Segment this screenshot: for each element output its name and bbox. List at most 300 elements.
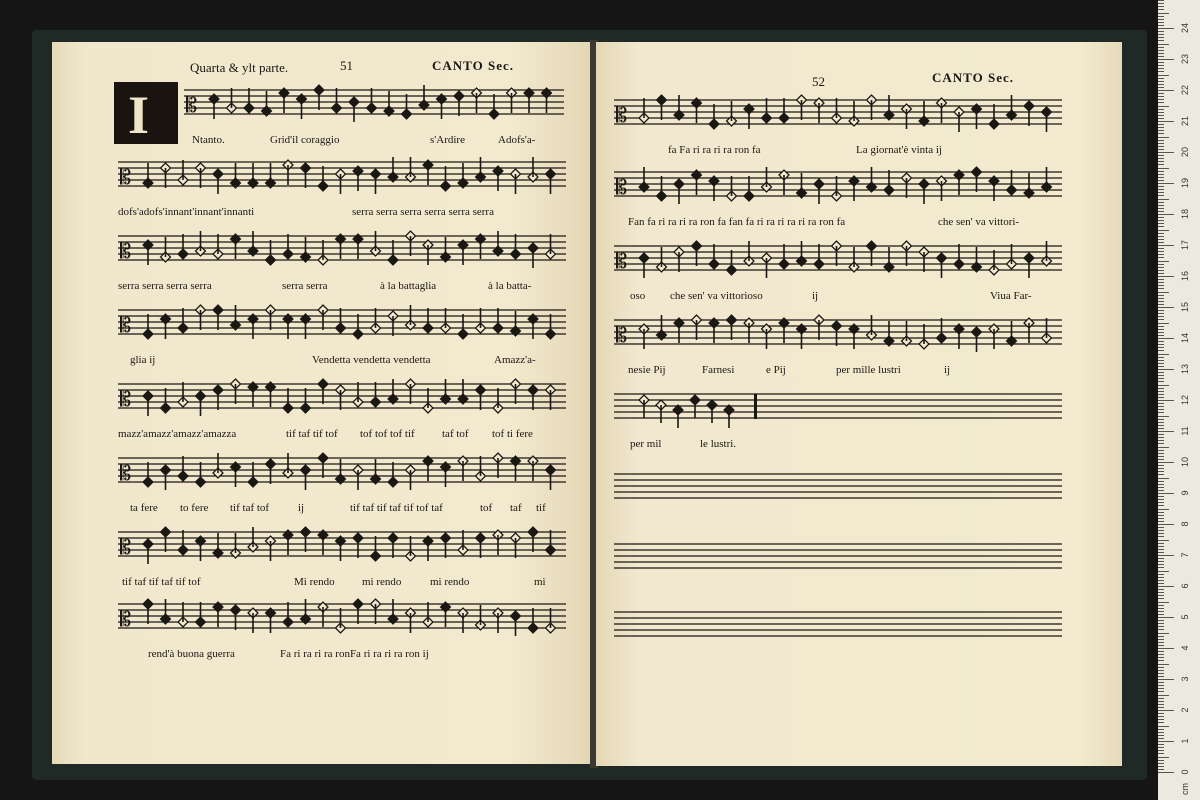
right-music-staff: [614, 224, 1062, 284]
ruler-tick: [1158, 769, 1164, 770]
ruler-tick: [1158, 298, 1164, 299]
ruler-tick: [1158, 146, 1164, 147]
ruler-tick: [1158, 366, 1164, 367]
ruler-tick: [1158, 667, 1164, 668]
ruler-tick: [1158, 735, 1164, 736]
ruler-tick: [1158, 428, 1164, 429]
ruler-tick: [1158, 710, 1174, 711]
left-lyric-text: à la battaglia: [380, 280, 437, 292]
ruler-tick: [1158, 261, 1169, 262]
ruler-tick: [1158, 741, 1174, 742]
left-lyric-text: mazz'amazz'amazz'amazza: [118, 428, 237, 440]
ruler-tick: [1158, 230, 1169, 231]
ruler-tick: [1158, 546, 1164, 547]
left-lyric-text: serra serra: [282, 280, 328, 292]
left-music-staff: [118, 362, 566, 422]
left-music-staff: [118, 436, 566, 496]
right-music-staff: [614, 298, 1062, 358]
ruler-tick: [1158, 338, 1174, 339]
clef-glyph: 𝄡: [616, 175, 628, 199]
ruler-tick: [1158, 450, 1164, 451]
ruler-tick: [1158, 722, 1164, 723]
ruler-tick: [1158, 254, 1164, 255]
ruler-tick: [1158, 422, 1164, 423]
ruler-tick: [1158, 400, 1174, 401]
ruler-tick: [1158, 133, 1164, 134]
ruler-tick: [1158, 645, 1164, 646]
ruler-tick: [1158, 698, 1164, 699]
right-lyric-text: ij: [944, 364, 951, 376]
ruler-tick: [1158, 533, 1164, 534]
ruler-number: 17: [1180, 240, 1190, 251]
right-canto-label: CANTO Sec.: [932, 70, 1014, 85]
clef-glyph: 𝄡: [120, 461, 132, 485]
ruler-tick: [1158, 56, 1164, 57]
ruler-tick: [1158, 574, 1164, 575]
ruler-tick: [1158, 248, 1164, 249]
left-lyric-text: tif: [536, 502, 546, 514]
ruler-tick: [1158, 670, 1164, 671]
ruler-tick: [1158, 586, 1174, 587]
ruler-number: 5: [1180, 614, 1190, 620]
left-music-staff: [118, 510, 566, 570]
ruler-number: 8: [1180, 521, 1190, 527]
ruler-tick: [1158, 332, 1164, 333]
ruler-number: 0: [1180, 769, 1190, 775]
ruler-tick: [1158, 660, 1164, 661]
ruler-tick: [1158, 223, 1164, 224]
ruler-tick: [1158, 552, 1164, 553]
ruler-tick: [1158, 676, 1164, 677]
clef-glyph: 𝄡: [616, 249, 628, 273]
ruler-tick: [1158, 292, 1169, 293]
left-lyric-text: tif taf tif taf tif tof taf: [350, 502, 443, 514]
ruler-tick: [1158, 158, 1164, 159]
ruler-tick: [1158, 251, 1164, 252]
ruler-tick: [1158, 431, 1174, 432]
ruler-number: 13: [1180, 364, 1190, 375]
ruler-tick: [1158, 577, 1164, 578]
left-canto-label: CANTO Sec.: [432, 58, 514, 73]
right-page-number: 52: [812, 74, 825, 89]
left-lyric-text: ij: [298, 502, 305, 514]
ruler-tick: [1158, 757, 1169, 758]
ruler-unit: cm: [1180, 783, 1190, 795]
initial-letter: I: [128, 85, 150, 145]
right-lyric-text: oso: [630, 290, 646, 302]
ruler-tick: [1158, 90, 1174, 91]
ruler-tick: [1158, 40, 1164, 41]
ruler-tick: [1158, 648, 1174, 649]
ruler-tick: [1158, 137, 1169, 138]
ruler-tick: [1158, 189, 1164, 190]
ruler-tick: [1158, 44, 1169, 45]
ruler-tick: [1158, 484, 1164, 485]
ruler-tick: [1158, 605, 1164, 606]
ruler-tick: [1158, 654, 1164, 655]
left-lyric-text: s'Ardire: [430, 134, 465, 146]
ruler-tick: [1158, 211, 1164, 212]
ruler-tick: [1158, 459, 1164, 460]
ruler-tick: [1158, 13, 1169, 14]
left-lyric-text: ta fere: [130, 502, 158, 514]
left-lyric-text: Vendetta vendetta vendetta: [312, 354, 431, 366]
left-lyric-text: serra serra serra serra serra serra: [352, 206, 494, 218]
right-lyric-text: per mil: [630, 438, 662, 450]
ruler-tick: [1158, 524, 1174, 525]
left-music-staff: [118, 214, 566, 274]
right-lyric-text: La giornat'è vinta ij: [856, 144, 942, 156]
ruler-tick: [1158, 763, 1164, 764]
ruler-tick: [1158, 499, 1164, 500]
left-lyric-text: tif taf tif taf tif tof: [122, 576, 201, 588]
ruler-tick: [1158, 602, 1169, 603]
ruler-tick: [1158, 115, 1164, 116]
closing-notes: [614, 372, 764, 432]
ruler-tick: [1158, 270, 1164, 271]
ruler-tick: [1158, 561, 1164, 562]
ruler-tick: [1158, 282, 1164, 283]
ruler-number: 11: [1180, 426, 1190, 436]
ruler-tick: [1158, 164, 1164, 165]
ruler-tick: [1158, 99, 1164, 100]
ruler-tick: [1158, 468, 1164, 469]
ruler-tick: [1158, 326, 1164, 327]
ruler-tick: [1158, 87, 1164, 88]
left-music-staff: [118, 582, 566, 642]
ruler-tick: [1158, 37, 1164, 38]
ruler-tick: [1158, 388, 1164, 389]
ruler-number: 21: [1180, 116, 1190, 127]
ruler-tick: [1158, 636, 1164, 637]
ruler-tick: [1158, 530, 1164, 531]
ruler-tick: [1158, 595, 1164, 596]
final-barline: [754, 394, 757, 419]
ruler-tick: [1158, 385, 1169, 386]
ruler-tick: [1158, 695, 1169, 696]
ruler-tick: [1158, 112, 1164, 113]
ruler-tick: [1158, 664, 1169, 665]
ruler-number: 4: [1180, 645, 1190, 651]
ruler-tick: [1158, 772, 1174, 773]
ruler-tick: [1158, 453, 1164, 454]
ruler-tick: [1158, 3, 1164, 4]
ruler-tick: [1158, 611, 1164, 612]
ruler-tick: [1158, 490, 1164, 491]
ruler-tick: [1158, 140, 1164, 141]
empty-staff: [614, 522, 1062, 582]
left-lyric-text: tof: [480, 502, 493, 514]
ruler-tick: [1158, 456, 1164, 457]
ruler-tick: [1158, 608, 1164, 609]
ruler-tick: [1158, 673, 1164, 674]
ruler-tick: [1158, 183, 1174, 184]
ruler-tick: [1158, 589, 1164, 590]
ruler-tick: [1158, 53, 1164, 54]
right-lyric-text: le lustri.: [700, 438, 737, 450]
clef-glyph: 𝄡: [186, 93, 198, 117]
left-lyric-text: Adofs'a-: [498, 134, 536, 146]
ruler-tick: [1158, 707, 1164, 708]
left-lyric-text: mi: [534, 576, 546, 588]
ruler-tick: [1158, 471, 1164, 472]
left-music-staff: [118, 140, 566, 200]
ruler-tick: [1158, 555, 1174, 556]
left-header-title: Quarta & ylt parte.: [190, 60, 289, 75]
ruler-tick: [1158, 558, 1164, 559]
ruler-tick: [1158, 623, 1164, 624]
ruler-tick: [1158, 143, 1164, 144]
ruler-tick: [1158, 168, 1169, 169]
ruler-tick: [1158, 425, 1164, 426]
ruler-tick: [1158, 381, 1164, 382]
right-lyric-text: e Pij: [766, 364, 786, 376]
right-lyric-text: nesie Pij: [628, 364, 666, 376]
ruler-tick: [1158, 245, 1174, 246]
ruler-tick: [1158, 319, 1164, 320]
ruler-tick: [1158, 564, 1164, 565]
ruler-tick: [1158, 657, 1164, 658]
ruler-tick: [1158, 301, 1164, 302]
ruler-tick: [1158, 397, 1164, 398]
right-lyric-text: che sen' va vittori-: [938, 216, 1020, 228]
ruler-tick: [1158, 233, 1164, 234]
ruler-tick: [1158, 130, 1164, 131]
ruler-tick: [1158, 316, 1164, 317]
ruler-tick: [1158, 31, 1164, 32]
left-lyric-text: tif taf tif tof: [286, 428, 338, 440]
ruler-tick: [1158, 273, 1164, 274]
ruler-tick: [1158, 75, 1169, 76]
ruler-tick: [1158, 214, 1174, 215]
ruler-tick: [1158, 465, 1164, 466]
ruler-tick: [1158, 50, 1164, 51]
ruler-tick: [1158, 527, 1164, 528]
ruler-tick: [1158, 295, 1164, 296]
ruler-tick: [1158, 713, 1164, 714]
clef-glyph: 𝄡: [120, 387, 132, 411]
ruler-tick: [1158, 25, 1164, 26]
clef-glyph: 𝄡: [120, 607, 132, 631]
ruler-tick: [1158, 434, 1164, 435]
ruler-tick: [1158, 447, 1169, 448]
ruler-tick: [1158, 313, 1164, 314]
ruler-tick: [1158, 614, 1164, 615]
ruler-tick: [1158, 626, 1164, 627]
ruler-tick: [1158, 81, 1164, 82]
ruler-tick: [1158, 682, 1164, 683]
ruler-number: 14: [1180, 333, 1190, 344]
ruler-tick: [1158, 620, 1164, 621]
ruler-tick: [1158, 719, 1164, 720]
ruler-tick: [1158, 571, 1169, 572]
ruler-tick: [1158, 685, 1164, 686]
ruler-tick: [1158, 236, 1164, 237]
ruler-tick: [1158, 744, 1164, 745]
ruler-tick: [1158, 121, 1174, 122]
ruler-tick: [1158, 155, 1164, 156]
ruler-tick: [1158, 515, 1164, 516]
ruler-tick: [1158, 378, 1164, 379]
ruler-tick: [1158, 124, 1164, 125]
ruler-tick: [1158, 242, 1164, 243]
ruler-number: 1: [1180, 738, 1190, 744]
ruler-tick: [1158, 174, 1164, 175]
ruler-tick: [1158, 543, 1164, 544]
ruler-tick: [1158, 518, 1164, 519]
ruler-tick: [1158, 323, 1169, 324]
ruler-tick: [1158, 34, 1164, 35]
empty-staff: [614, 452, 1062, 512]
ruler-number: 10: [1180, 457, 1190, 468]
ruler-tick: [1158, 567, 1164, 568]
ruler-tick: [1158, 369, 1174, 370]
ruler-tick: [1158, 363, 1164, 364]
left-lyric-text: Mi rendo: [294, 576, 335, 588]
ruler-tick: [1158, 412, 1164, 413]
ruler-tick: [1158, 68, 1164, 69]
left-lyric-text: tof ti fere: [492, 428, 533, 440]
ruler-tick: [1158, 704, 1164, 705]
ruler-tick: [1158, 180, 1164, 181]
ruler-number: 15: [1180, 302, 1190, 313]
ruler-tick: [1158, 9, 1164, 10]
left-lyric-text: mi rendo: [362, 576, 402, 588]
left-lyric-text: mi rendo: [430, 576, 470, 588]
ruler-tick: [1158, 406, 1164, 407]
ruler-tick: [1158, 598, 1164, 599]
ruler-tick: [1158, 732, 1164, 733]
right-lyric-text: che sen' va vittorioso: [670, 290, 763, 302]
left-music-staff: [184, 68, 564, 128]
ruler-tick: [1158, 701, 1164, 702]
ruler-tick: [1158, 171, 1164, 172]
ruler-tick: [1158, 208, 1164, 209]
empty-staff: [614, 590, 1062, 650]
ruler-tick: [1158, 633, 1169, 634]
ruler-tick: [1158, 409, 1164, 410]
ruler-tick: [1158, 521, 1164, 522]
ruler-tick: [1158, 679, 1174, 680]
ruler-tick: [1158, 753, 1164, 754]
ruler-number: 19: [1180, 178, 1190, 189]
ruler-number: 2: [1180, 707, 1190, 713]
measuring-ruler: [1158, 0, 1200, 800]
ruler-tick: [1158, 375, 1164, 376]
ruler-tick: [1158, 195, 1164, 196]
ruler-tick: [1158, 747, 1164, 748]
left-lyric-text: to fere: [180, 502, 209, 514]
ruler-tick: [1158, 276, 1174, 277]
ruler-number: 6: [1180, 583, 1190, 589]
ruler-tick: [1158, 310, 1164, 311]
ruler-tick: [1158, 28, 1174, 29]
clef-glyph: 𝄡: [616, 323, 628, 347]
ruler-tick: [1158, 0, 1164, 1]
ruler-tick: [1158, 109, 1164, 110]
ruler-tick: [1158, 505, 1164, 506]
ruler-tick: [1158, 186, 1164, 187]
ruler-tick: [1158, 738, 1164, 739]
ruler-tick: [1158, 443, 1164, 444]
right-lyric-text: fa Fa ri ra ri ra ron fa: [668, 144, 761, 156]
ruler-number: 20: [1180, 147, 1190, 158]
ruler-tick: [1158, 580, 1164, 581]
ruler-tick: [1158, 372, 1164, 373]
ruler-tick: [1158, 78, 1164, 79]
right-lyric-text: per mille lustri: [836, 364, 901, 376]
ruler-number: 24: [1180, 23, 1190, 34]
ruler-tick: [1158, 118, 1164, 119]
ruler-tick: [1158, 462, 1174, 463]
ruler-tick: [1158, 394, 1164, 395]
right-lyric-text: ij: [812, 290, 819, 302]
ruler-tick: [1158, 279, 1164, 280]
ruler-tick: [1158, 642, 1164, 643]
ruler-tick: [1158, 264, 1164, 265]
ruler-tick: [1158, 540, 1169, 541]
clef-glyph: 𝄡: [120, 313, 132, 337]
ruler-tick: [1158, 341, 1164, 342]
ruler-tick: [1158, 481, 1164, 482]
ruler-tick: [1158, 512, 1164, 513]
ruler-tick: [1158, 493, 1174, 494]
ruler-tick: [1158, 6, 1164, 7]
ruler-tick: [1158, 226, 1164, 227]
ruler-tick: [1158, 502, 1164, 503]
ruler-tick: [1158, 592, 1164, 593]
ruler-tick: [1158, 691, 1164, 692]
right-lyric-text: Viua Far-: [990, 290, 1032, 302]
ruler-tick: [1158, 629, 1164, 630]
ruler-tick: [1158, 403, 1164, 404]
ruler-number: 9: [1180, 490, 1190, 496]
ruler-tick: [1158, 344, 1164, 345]
ruler-tick: [1158, 192, 1164, 193]
ruler-tick: [1158, 93, 1164, 94]
ruler-tick: [1158, 177, 1164, 178]
left-lyric-text: tof tof tof tif: [360, 428, 415, 440]
ruler-tick: [1158, 267, 1164, 268]
ruler-tick: [1158, 152, 1174, 153]
right-music-staff: [614, 78, 1062, 138]
ruler-tick: [1158, 726, 1169, 727]
ruler-tick: [1158, 750, 1164, 751]
ruler-tick: [1158, 202, 1164, 203]
ruler-number: 3: [1180, 676, 1190, 682]
ruler-tick: [1158, 350, 1164, 351]
ruler-tick: [1158, 760, 1164, 761]
ruler-tick: [1158, 217, 1164, 218]
ruler-tick: [1158, 487, 1164, 488]
ruler-tick: [1158, 496, 1164, 497]
left-lyric-text: dofs'adofs'innant'innant'innanti: [118, 206, 255, 218]
ruler-tick: [1158, 549, 1164, 550]
left-page-number: 51: [340, 58, 353, 73]
ruler-tick: [1158, 617, 1174, 618]
ruler-tick: [1158, 478, 1169, 479]
ruler-tick: [1158, 335, 1164, 336]
ruler-tick: [1158, 47, 1164, 48]
right-music-staff: [614, 150, 1062, 210]
ruler-tick: [1158, 716, 1164, 717]
ruler-tick: [1158, 127, 1164, 128]
ruler-tick: [1158, 509, 1169, 510]
left-lyric-text: à la batta-: [488, 280, 532, 292]
clef-glyph: 𝄡: [120, 535, 132, 559]
ruler-tick: [1158, 84, 1164, 85]
clef-glyph: 𝄡: [616, 103, 628, 127]
